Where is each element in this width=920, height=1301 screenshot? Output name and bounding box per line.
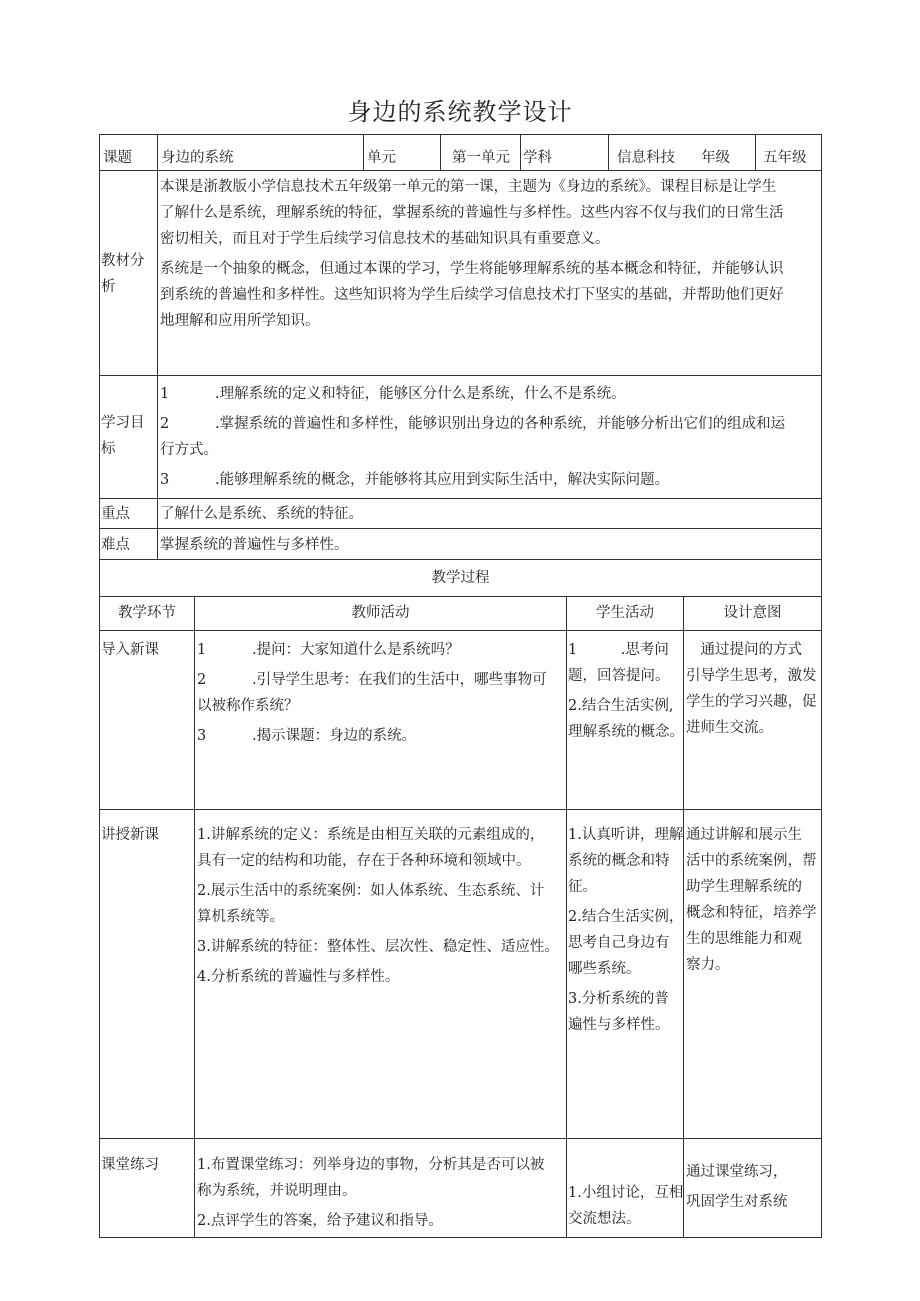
process-title: 教学过程: [431, 570, 490, 586]
grade-label: 年级: [701, 150, 730, 166]
unit-value: 第一单元: [452, 150, 510, 166]
difficulty-value: 掌握系统的普遍性与多样性。: [160, 537, 349, 553]
list-item: 以被称作系统？: [197, 698, 299, 714]
stage-intro: 导入新课: [101, 642, 159, 658]
unit-label: 单元: [367, 150, 396, 166]
teacher-activity-practice: 1.布置课堂练习：列举身边的事物，分析其是否可以被 称为系统，并说明理由。 2.点评学生的答案，给予建议和指导。: [197, 1157, 545, 1229]
student-activity-practice: 1.小组讨论，互相 交流想法。: [568, 1185, 684, 1227]
grid-line: [99, 559, 822, 560]
design-intent-lecture: 通过讲解和展示生 活中的系统案例，帮 助学生理解系统的 概念和特征，培养学 生的思维能力和观 察力。: [686, 827, 817, 973]
grid-line: [99, 809, 822, 810]
difficulty-label: 难点: [101, 537, 130, 553]
grid-line: [99, 498, 822, 499]
stage-practice: 课堂练习: [101, 1157, 159, 1173]
list-item: 3 .能够理解系统的概念，并能够将其应用到实际生活中，解决实际问题。: [160, 472, 670, 488]
list-item: 2 .引导学生思考：在我们的生活中，哪些事物可: [197, 672, 547, 688]
grid-line: [440, 134, 441, 170]
course-label: 课题: [103, 150, 132, 166]
grade-value: 五年级: [763, 150, 807, 166]
key-point-value: 了解什么是系统、系统的特征。: [160, 506, 363, 522]
grid-line: [99, 1138, 822, 1139]
grid-line: [99, 375, 822, 376]
teacher-activity-lecture: 1.讲解系统的定义：系统是由相互关联的元素组成的， 具有一定的结构和功能，存在于各种环境和领域中。 2.展示生活中的系统案例：如人体系统、生态系统、计 算机系统等。 3.讲解系统的特征：整体性、层次性、稳定性、适应性。 4.分析系统的普遍性与多样性。: [197, 827, 559, 985]
design-intent-intro: 通过提问的方式 引导学生思考，激发 学生的学习兴趣，促 进师生交流。: [686, 642, 817, 736]
column-header-intent: 设计意图: [723, 605, 782, 621]
stage-lecture: 讲授新课: [101, 827, 159, 843]
analysis-label: 教材分 析: [101, 253, 145, 295]
grid-line: [99, 134, 100, 1237]
list-item: 行方式。: [160, 442, 218, 458]
text-line: 系统是一个抽象的概念，但通过本课的学习，学生将能够理解系统的基本概念和特征，并能够认识: [160, 261, 784, 277]
grid-line: [194, 596, 195, 1237]
list-item: 1 .理解系统的定义和特征，能够区分什么是系统，什么不是系统。: [160, 386, 626, 402]
text-line: 地理解和应用所学知识。: [160, 313, 320, 329]
grid-line: [821, 134, 822, 1237]
design-intent-practice: 通过课堂练习， 巩固学生对系统: [686, 1164, 788, 1210]
grid-line: [520, 134, 521, 170]
text-line: 到系统的普遍性和多样性。这些知识将为学生后续学习信息技术打下坚实的基础，并帮助他们更好: [160, 287, 784, 303]
grid-line: [99, 134, 822, 135]
subject-value: 信息科技: [617, 150, 675, 166]
grid-line: [157, 134, 158, 559]
teacher-activity-intro: [197, 637, 547, 749]
objectives-list: [160, 381, 785, 493]
grid-line: [363, 134, 364, 170]
list-item: 3 .揭示课题：身边的系统。: [197, 728, 417, 744]
grid-line: [99, 1237, 822, 1238]
document-title: 身边的系统教学设计: [347, 98, 573, 126]
grid-line: [99, 630, 822, 631]
subject-label: 学科: [523, 150, 552, 166]
grid-line: [566, 596, 567, 1237]
grid-line: [99, 596, 822, 597]
grid-line: [755, 134, 756, 170]
list-item: 1 .提问：大家知道什么是系统吗？: [197, 642, 460, 658]
grid-line: [99, 528, 822, 529]
key-point-label: 重点: [101, 506, 130, 522]
course-value: 身边的系统: [161, 150, 234, 166]
text-line: 密切相关，而且对于学生后续学习信息技术的基础知识具有重要意义。: [160, 231, 610, 247]
text-line: 本课是浙教版小学信息技术五年级第一单元的第一课，主题为《身边的系统》。课程目标是让学生: [160, 179, 777, 195]
list-item: 2 .掌握系统的普遍性和多样性，能够识别出身边的各种系统，并能够分析出它们的组成和运: [160, 416, 786, 432]
objectives-label: 学习目 标: [101, 415, 145, 457]
student-activity-intro: 1 .思考问 题，回答提问。 2.结合生活实例, 理解系统的概念。: [568, 642, 684, 740]
grid-line: [608, 134, 609, 170]
text-line: 了解什么是系统，理解系统的特征，掌握系统的普遍性与多样性。这些内容不仅与我们的日常生活: [160, 205, 784, 221]
student-activity-lecture: 1.认真听讲，理解 系统的概念和特 征。 2.结合生活实例， 思考自己身边有 哪些系统。 3.分析系统的普 遍性与多样性。: [568, 827, 684, 1033]
column-header-stage: 教学环节: [118, 605, 176, 621]
column-header-teacher: 教师活动: [351, 605, 410, 621]
analysis-text: [160, 174, 784, 334]
column-header-student: 学生活动: [596, 605, 654, 621]
